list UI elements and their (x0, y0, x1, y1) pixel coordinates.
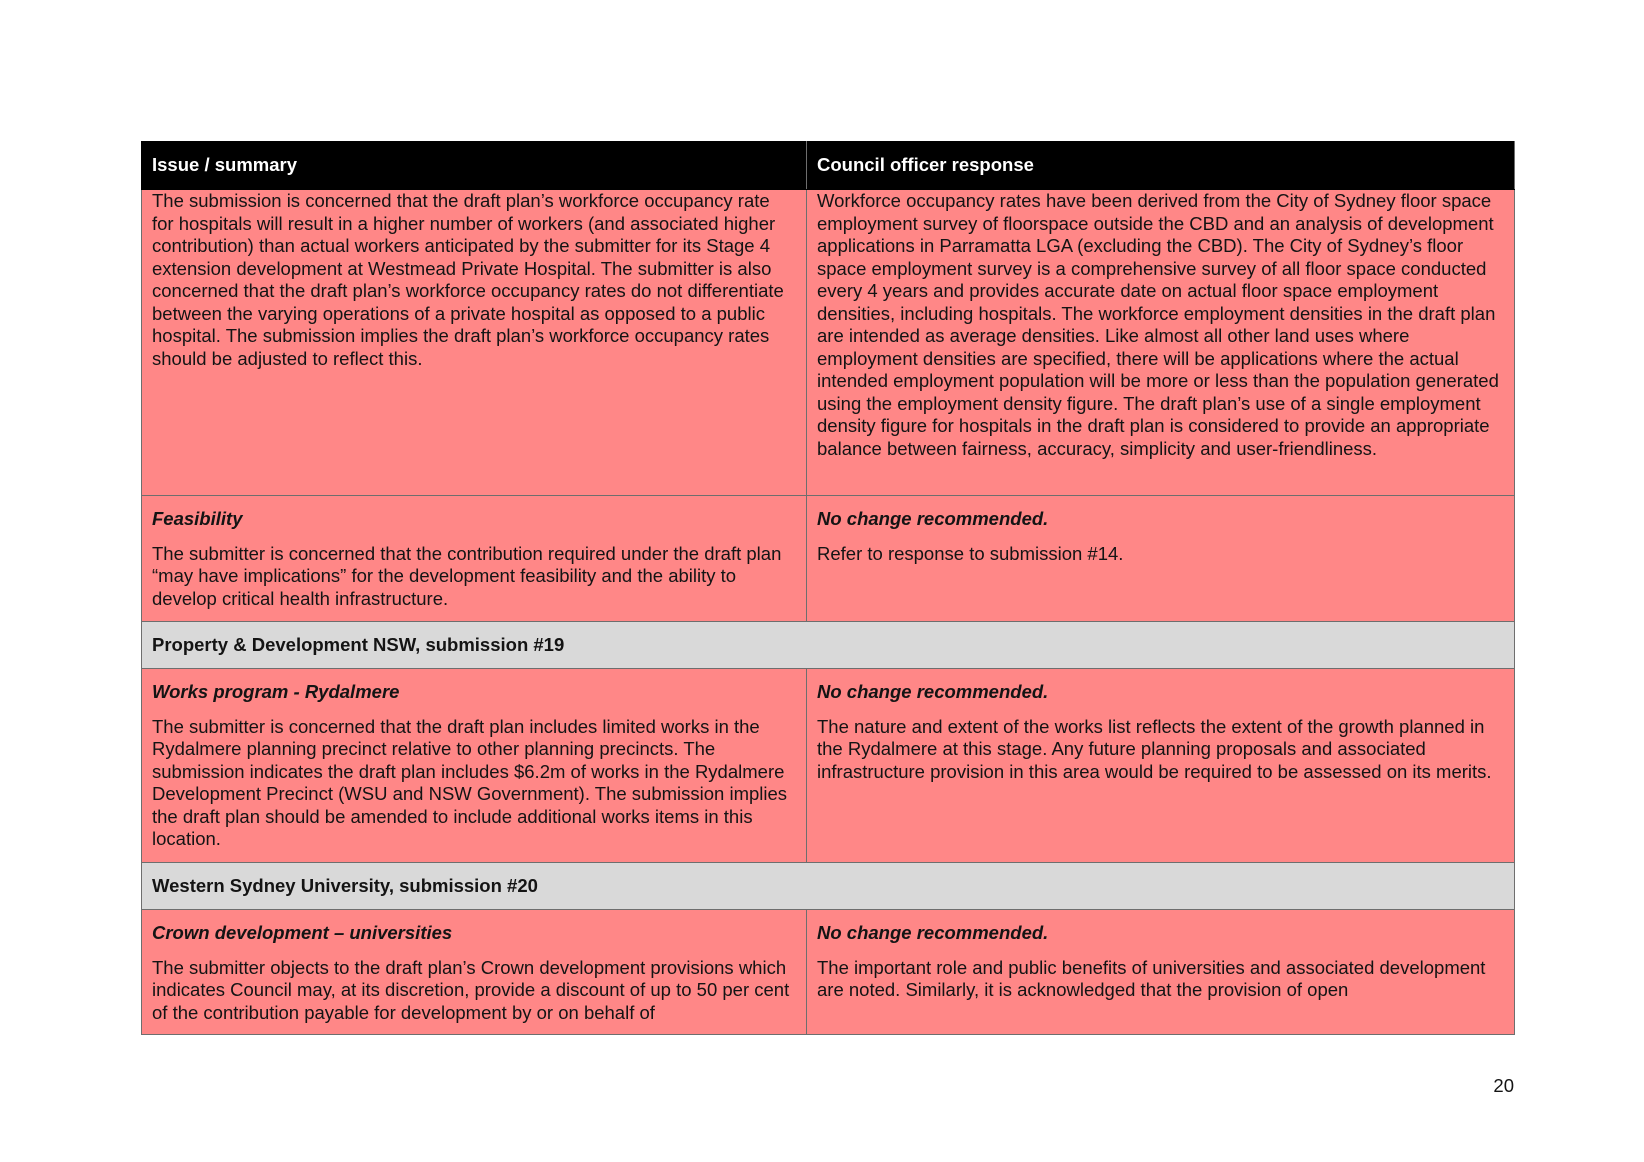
issue-cell (142, 669, 807, 863)
issue-topic: Crown development – universities (152, 922, 453, 943)
issue-cell (142, 190, 807, 496)
recommendation-label: No change recommended. (817, 508, 1049, 529)
response-cell (807, 190, 1515, 496)
issue-cell (142, 910, 807, 1035)
response-cell (807, 669, 1515, 863)
issue-topic: Works program - Rydalmere (152, 681, 400, 702)
table-row (142, 190, 1515, 496)
recommendation-label: No change recommended. (817, 922, 1049, 943)
table-row (142, 669, 1515, 863)
column-header-response: Council officer response (807, 142, 1515, 190)
section-heading-row (142, 863, 1515, 910)
table-row (142, 496, 1515, 622)
issue-text: The submitter is concerned that the draft plan includes limited works in the Rydalmere planning precinct relative to other planning precincts. The submission indicates the draft plan includes $6.2m of works in the Rydalmere Development Precinct (WSU and NSW Government). The submission implies the draft plan should be amended to include additional works items in this location. (152, 715, 788, 849)
response-cell (807, 910, 1515, 1035)
response-text: The important role and public benefits of universities and associated development are noted. Similarly, it is acknowledged that the provision of open (817, 956, 1486, 1000)
table-row (142, 910, 1515, 1035)
issue-cell (142, 496, 807, 622)
response-text: The nature and extent of the works list reflects the extent of the growth planned in the Rydalmere at this stage. Any future planning proposals and associated infrastructure provision in this area would be required to be assessed on its merits. (817, 715, 1492, 782)
issue-text: The submission is concerned that the draft plan’s workforce occupancy rate for hospitals will result in a higher number of workers (and associated higher contribution) than actual workers anticipated by the submitter for its Stage 4 extension development at Westmead Private Hospital. The submitter is also concerned that the draft plan’s workforce occupancy rates do not differentiate between the varying operations of a private hospital as opposed to a public hospital. The submission implies the draft plan’s workforce occupancy rates should be adjusted to reflect this. (152, 190, 784, 369)
submitter-heading: Property & Development NSW, submission #19 (142, 622, 1515, 669)
issue-text: The submitter is concerned that the contribution required under the draft plan “may have implications” for the development feasibility and the ability to develop critical health infrastructure. (152, 542, 782, 609)
issue-text: The submitter objects to the draft plan’s Crown development provisions which indicates Council may, at its discretion, provide a discount of up to 50 per cent of the contribution payable for development by or on behalf of (152, 956, 790, 1023)
submissions-table (141, 141, 1515, 1035)
response-text: Workforce occupancy rates have been derived from the City of Sydney floor space employment survey of floorspace outside the CBD and an analysis of development applications in Parramatta LGA (excluding the CBD). The City of Sydney’s floor space employment survey is a comprehensive survey of all floor space conducted every 4 years and provides accurate date on actual floor space employment densities, including hospitals. The workforce employment densities in the draft plan are intended as average densities. Like almost all other land uses where employment densities are specified, there will be applications where the actual intended employment population will be more or less than the population generated using the employment density figure. The draft plan’s use of a single employment density figure for hospitals in the draft plan is considered to provide an appropriate balance between fairness, accuracy, simplicity and user-friendliness. (817, 190, 1499, 459)
submitter-heading: Western Sydney University, submission #20 (142, 863, 1515, 910)
page-number: 20 (1493, 1075, 1514, 1096)
table-header-row (142, 142, 1515, 190)
issue-topic: Feasibility (152, 508, 243, 529)
response-cell (807, 496, 1515, 622)
section-heading-row (142, 622, 1515, 669)
recommendation-label: No change recommended. (817, 681, 1049, 702)
response-text: Refer to response to submission #14. (817, 542, 1124, 564)
column-header-issue: Issue / summary (142, 142, 807, 190)
